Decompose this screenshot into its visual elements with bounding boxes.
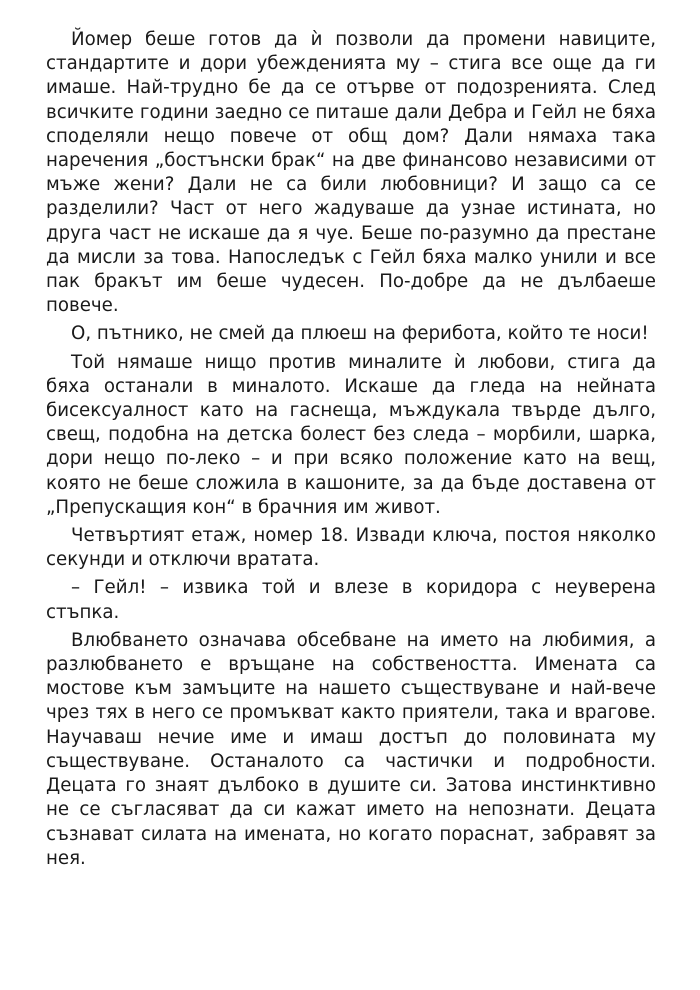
- paragraph-3: Той нямаше нищо против миналите ѝ любови, стига да бяха останали в миналото. Искаше да гледа на нейната бисексуалност като на гаснеща, мъждукала твърде дълго, свещ, подобна на детска болест без следа – морбили, шарка, дори нещо по-леко – и при всяко положение като на вещ, която не беше сложила в кашоните, за да бъде доставена от „Препускащия кон“ в брачния им живот.: [46, 351, 656, 518]
- paragraph-5: – Гейл! – извика той и влезе в коридора с неуверена стъпка.: [46, 577, 656, 623]
- paragraph-4: Четвъртият етаж, номер 18. Извади ключа, постоя няколко секунди и отключи вратата.: [46, 525, 656, 571]
- paragraph-1: Йомер беше готов да ѝ позволи да промени навиците, стандартите и дори убежденията му – стига все още да ги имаше. Най-трудно бе да се отърве от подозренията. След всичките години заедно се питаше дали Дебра и Гейл не бяха споделяли нещо повече от общ дом? Дали нямаха така наречения „бостънски брак“ на две финансово независими от мъже жени? Дали не са били любовници? И защо са се разделили? Част от него жадуваше да узнае истината, но друга част не искаше да я чуе. Беше по-разумно да престане да мисли за това. Напоследък с Гейл бяха малко унили и все пак бракът им беше чудесен. По-добре да не дълбаеше повече.: [46, 29, 656, 317]
- paragraph-2: О, пътнико, не смей да плюеш на ферибота, който те носи!: [71, 323, 649, 345]
- document-page: [46, 28, 656, 875]
- paragraph-6: Влюбването означава обсебване на името на любимия, а разлюбването е връщане на собствеността. Имената са мостове към замъците на нашето съществуване и най-вече чрез тях в него се промъкват както приятели, така и врагове. Научаваш нечие име и имаш достъп до половината му съществуване. Останалото са частички и подробности. Децата го знаят дълбоко в душите си. Затова инстинктивно не се съгласяват да си кажат името на непознати. Децата съзнават силата на имената, но когато пораснат, забравят за нея.: [46, 629, 656, 869]
